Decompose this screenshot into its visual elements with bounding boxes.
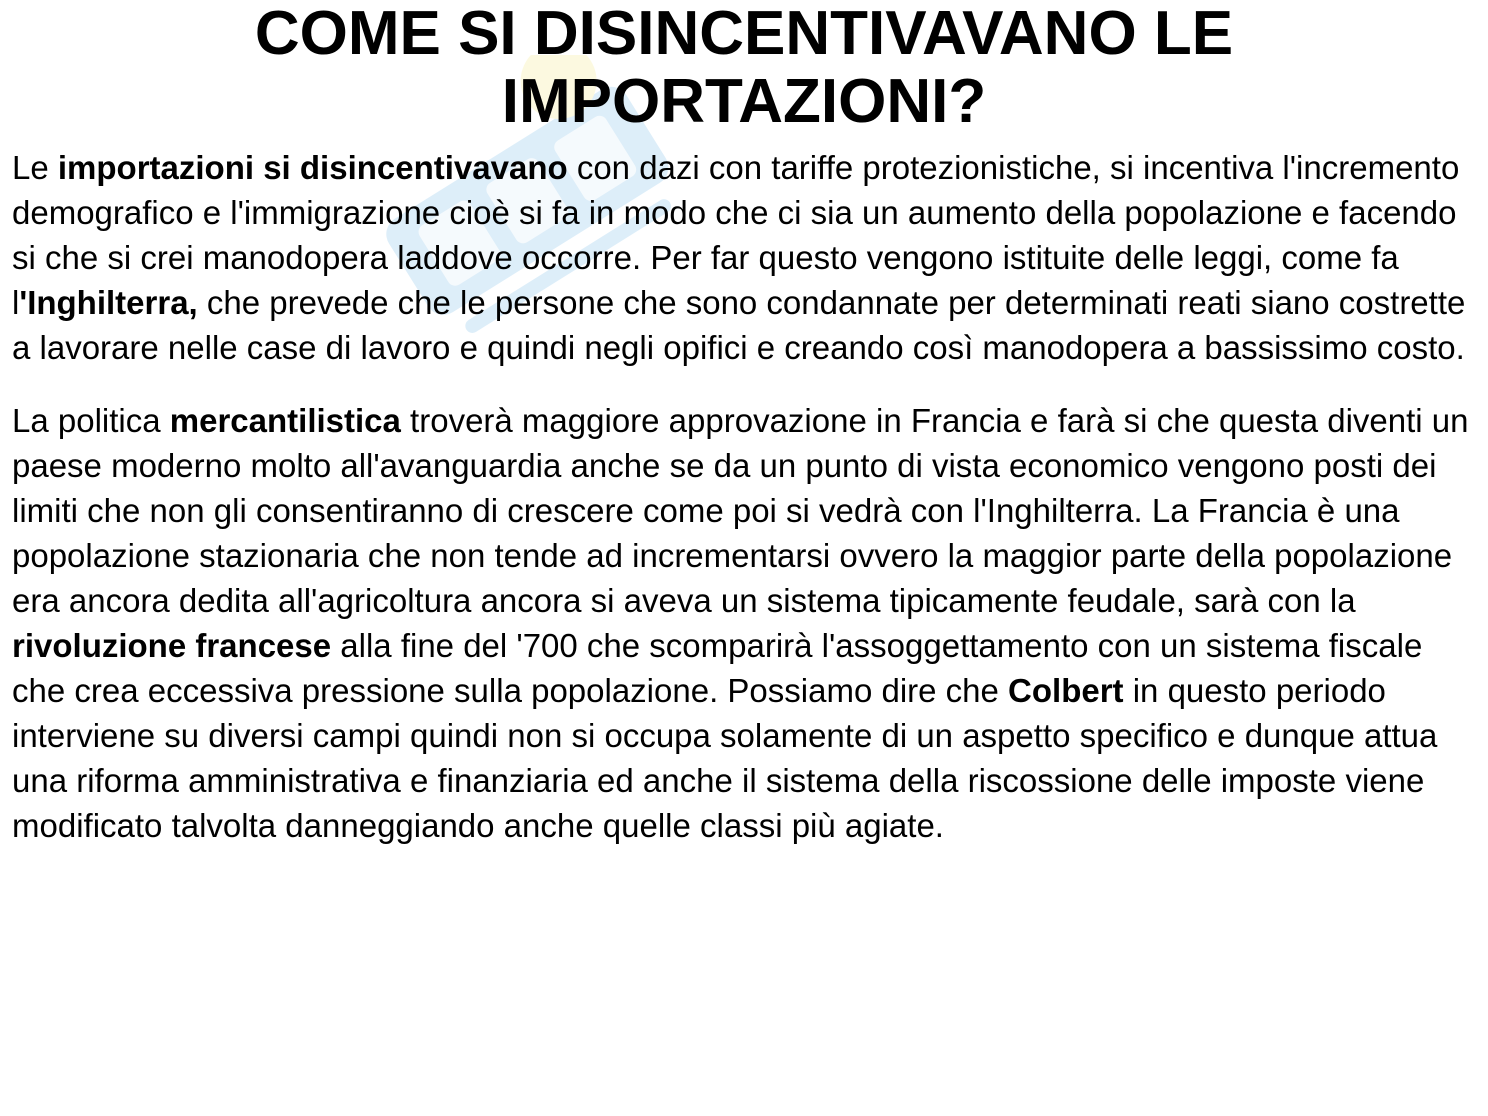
paragraph-2-text-2: troverà maggiore approvazione in Francia e farà si che questa diventi un paese moderno molto all'avanguardia anche se da un punto di vista economico vengono posti dei limiti che non gli consentiranno di crescere come poi si vedrà con l'Inghilterra. La Francia è una popolazione stazionaria che non tende ad incrementarsi ovvero la maggior parte della popolazione era ancora dedita all'agricoltura ancora si aveva un sistema tipicamente feudale, sarà con la <box>12 402 1469 619</box>
paragraph-1-text-2: con dazi con tariffe protezionistiche, si incentiva l'incremento demografico e l'immigrazione cioè si fa in modo che ci sia un aumento della popolazione e facendo si che si crei manodopera laddove occorre. Per far questo vengono istituite delle leggi, come fa l <box>12 149 1460 321</box>
paragraph-2-text-4: in questo periodo interviene su diversi campi quindi non si occupa solamente di un aspetto specifico e dunque attua una riforma amministrativa e finanziaria ed anche il sistema della riscossione delle imposte viene modificato talvolta danneggiando anche quelle classi più agiate. <box>12 672 1438 844</box>
paragraph-2 <box>12 398 1482 848</box>
paragraph-1-bold-1: importazioni si disincentivavano <box>57 149 568 186</box>
paragraph-1 <box>12 145 1482 370</box>
paragraph-1-bold-2: 'Inghilterra, <box>19 284 198 321</box>
page-title <box>0 0 1488 136</box>
paragraph-2-bold-3: Colbert <box>1008 672 1124 709</box>
paragraph-2-text-1: La politica <box>12 402 170 439</box>
body-text <box>12 145 1482 876</box>
paragraph-2-bold-2: rivoluzione francese <box>12 627 332 664</box>
paragraph-2-text-3: alla fine del '700 che scomparirà l'assoggettamento con un sistema fiscale che crea eccessiva pressione sulla popolazione. Possiamo dire che <box>12 627 1423 709</box>
paragraph-1-text-1: Le <box>12 149 58 186</box>
paragraph-2-bold-1: mercantilistica <box>169 402 401 439</box>
paragraph-1-text-3: che prevede che le persone che sono condannate per determinati reati siano costrette a lavorare nelle case di lavoro e quindi negli opifici e creando così manodopera a bassissimo costo. <box>12 284 1466 366</box>
title-line-1: COME SI DISINCENTIVAVANO LE <box>254 0 1234 68</box>
title-line-2: IMPORTAZIONI? <box>501 67 987 136</box>
